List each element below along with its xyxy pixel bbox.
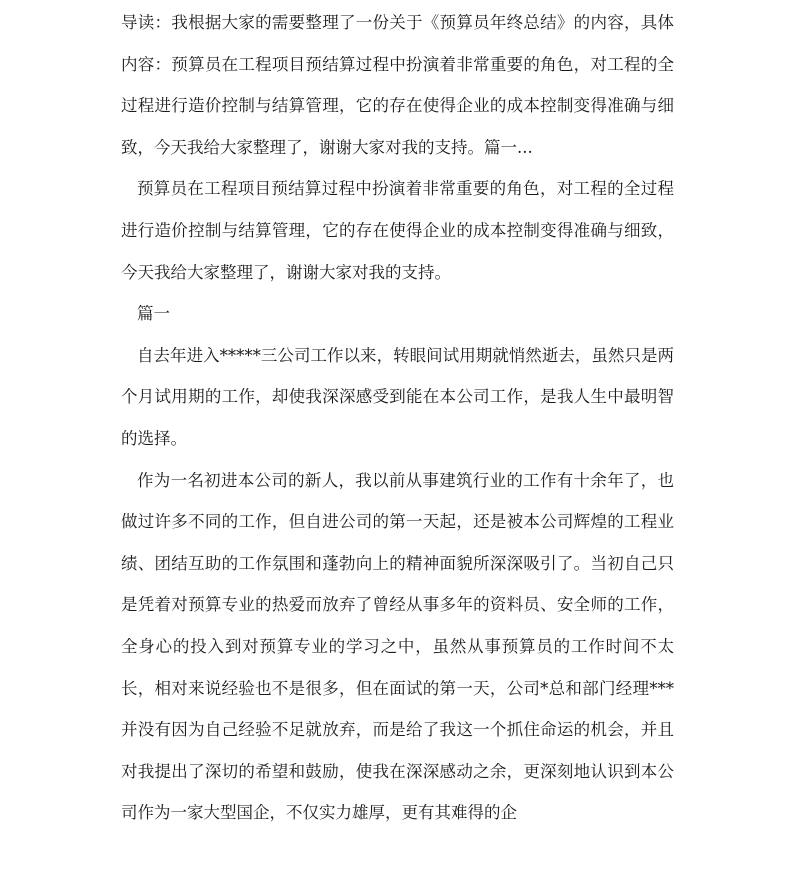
document-body xyxy=(121,2,674,834)
intro-paragraph: 导读：我根据大家的需要整理了一份关于《预算员年终总结》的内容，具体内容：预算员在工程项目预结算过程中扮演着非常重要的角色，对工程的全过程进行造价控制与结算管理，它的存在使得企业的成本控制变得准确与细致，今天我给大家整理了，谢谢大家对我的支持。篇一... xyxy=(121,13,674,157)
section-heading: 篇一 xyxy=(137,304,170,324)
body-paragraph-2: 作为一名初进本公司的新人，我以前从事建筑行业的工作有十余年了，也做过许多不同的工作，但自进公司的第一天起，还是被本公司辉煌的工程业绩、团结互助的工作氛围和蓬勃向上的精神面貌所深深吸引了。当初自己只是凭着对预算专业的热爱而放弃了曾经从事多年的资料员、安全师的工作，全身心的投入到对预算专业的学习之中，虽然从事预算员的工作时间不太长，相对来说经验也不是很多，但在面试的第一天，公司*总和部门经理***并没有因为自己经验不足就放弃，而是给了我这一个抓住命运的机会，并且对我提出了深切的希望和鼓励，使我在深深感动之余，更深刻地认识到本公司作为一家大型国企，不仅实力雄厚，更有其难得的企 xyxy=(121,470,674,823)
body-paragraph-1: 自去年进入*****三公司工作以来，转眼间试用期就悄然逝去，虽然只是两个月试用期的工作，却使我深深感受到能在本公司工作，是我人生中最明智的选择。 xyxy=(121,345,674,448)
summary-paragraph: 预算员在工程项目预结算过程中扮演着非常重要的角色，对工程的全过程进行造价控制与结算管理，它的存在使得企业的成本控制变得准确与细致，今天我给大家整理了，谢谢大家对我的支持。 xyxy=(121,179,674,282)
